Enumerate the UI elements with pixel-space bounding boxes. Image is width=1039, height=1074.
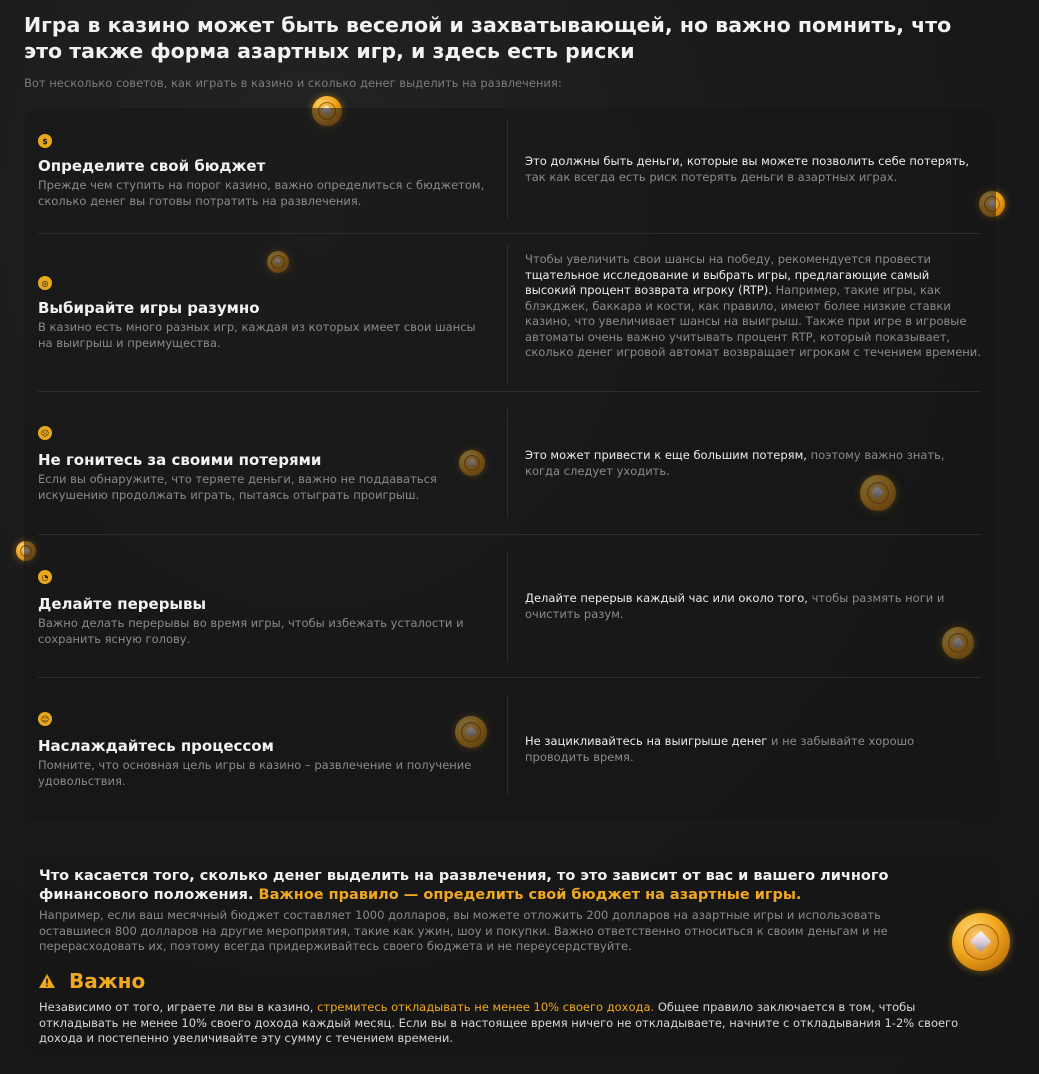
tip-item xyxy=(38,252,981,386)
tip-description: Важно делать перерывы во время игры, чтобы избежать усталости и сохранить ясную голову. xyxy=(38,616,464,646)
target-icon: ◎ xyxy=(38,276,52,290)
tip-description: Помните, что основная цель игры в казино – развлечение и получение удовольствия. xyxy=(38,758,472,788)
page-title: Игра в казино может быть веселой и захватывающей, но важно помнить, что это также форма азартных игр, и здесь есть риски xyxy=(24,13,952,63)
tip-title: Наслаждайтесь процессом xyxy=(38,737,274,755)
tip-title: Не гонитесь за своими потерями xyxy=(38,451,322,469)
tip-detail: Это должны быть деньги, которые вы можете позволить себе потерять, так как всегда есть риск потерять деньги в азартных играх. xyxy=(525,154,970,184)
tip-item xyxy=(38,570,981,660)
column-divider xyxy=(507,244,508,384)
tip-item xyxy=(38,426,981,516)
tip-description: Прежде чем ступить на порог казино, важно определиться с бюджетом, сколько денег вы готовы потратить на развлечения. xyxy=(38,178,485,208)
tip-title: Делайте перерывы xyxy=(38,595,207,613)
warning-icon xyxy=(39,974,55,988)
column-divider xyxy=(507,696,508,796)
tip-detail: Это может привести к еще большим потерям, поэтому важно знать, когда следует уходить. xyxy=(525,448,945,478)
tip-description: Если вы обнаружите, что теряете деньги, важно не поддаваться искушению продолжать играть, пытаясь отыграть проигрыш. xyxy=(38,472,437,502)
column-divider xyxy=(507,408,508,518)
important-title: Важно xyxy=(69,969,146,993)
tip-description: В казино есть много разных игр, каждая из которых имеет свои шансы на выигрыш и преимущества. xyxy=(38,320,476,350)
row-divider xyxy=(38,233,981,234)
row-divider xyxy=(38,677,981,678)
smile-icon: ☺ xyxy=(38,712,52,726)
row-divider xyxy=(38,391,981,392)
tip-title: Выбирайте игры разумно xyxy=(38,299,260,317)
budget-lead: Что касается того, сколько денег выделить на развлечения, то это зависит от вас и вашего личного финансового положения. Важное правило — определить свой бюджет на азартные игры. xyxy=(39,868,889,903)
clock-icon: ◔ xyxy=(38,570,52,584)
face-icon: ☹ xyxy=(38,426,52,440)
budget-card xyxy=(24,857,996,1055)
important-text: Независимо от того, играете ли вы в казино, стремитесь откладывать не менее 10% своего дохода. Общее правило заключается в том, чтобы откладывать не менее 10% своего дохода каждый месяц. Если вы в настоящее время ничего не откладываете, начните с откладывания 1-2% своего дохода и постепенно увеличивайте эту сумму с течением времени. xyxy=(39,1000,959,1045)
tip-detail: Чтобы увеличить свои шансы на победу, рекомендуется провести тщательное исследование и выбрать игры, предлагающие самый высокий процент возврата игроку (RTP). Например, такие игры, как блэкджек, баккара и кости, как правило, имеют более низкие ставки казино, что увеличивает шансы на выигрыш. Также при игре в игровые автоматы очень важно учитывать процент RTP, который показывает, сколько денег игровой автомат возвращает игрокам с течением времени. xyxy=(525,252,981,359)
tip-item xyxy=(38,712,981,802)
tips-card xyxy=(24,108,996,820)
row-divider xyxy=(38,534,981,535)
coin-decoration xyxy=(952,913,1010,971)
tip-item xyxy=(38,134,981,224)
tip-title: Определите свой бюджет xyxy=(38,157,266,175)
column-divider xyxy=(507,552,508,662)
tip-detail: Делайте перерыв каждый час или около того, чтобы размять ноги и очистить разум. xyxy=(525,591,945,621)
important-heading xyxy=(39,969,145,993)
tip-detail: Не зацикливайтесь на выигрыше денег и не забывайте хорошо проводить время. xyxy=(525,734,915,764)
intro-text: Вот несколько советов, как играть в казино и сколько денег выделить на развлечения: xyxy=(24,76,562,90)
column-divider xyxy=(507,120,508,218)
money-bag-icon: $ xyxy=(38,134,52,148)
budget-description: Например, если ваш месячный бюджет составляет 1000 долларов, вы можете отложить 200 долларов на азартные игры и использовать оставшиеся 800 долларов на другие мероприятия, такие как ужин, шоу и покупки. Важно ответственно относиться к своим деньгам и не перерасходовать их, поэтому всегда придерживайтесь своего бюджета и не переусердствуйте. xyxy=(39,908,888,953)
